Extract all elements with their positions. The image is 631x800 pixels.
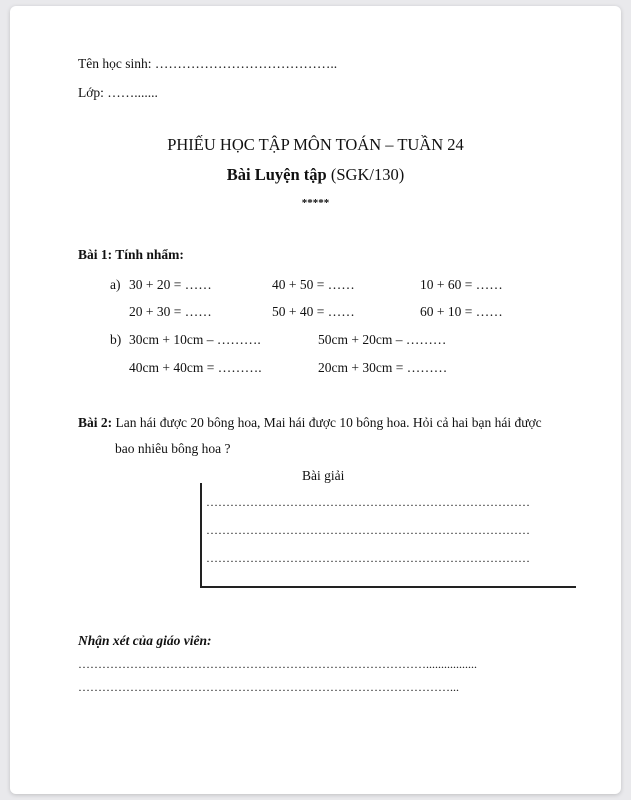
exercise1-b-item: 50cm + 20cm – ……… bbox=[318, 332, 447, 347]
part-a-label: a) bbox=[110, 277, 121, 292]
class-line: Lớp: ……....... bbox=[78, 85, 158, 100]
exercise1-b-item: 20cm + 30cm = ……… bbox=[318, 360, 448, 375]
student-name-line: Tên học sinh: ………………………………….. bbox=[78, 56, 338, 71]
solution-box-left-border bbox=[200, 483, 202, 587]
worksheet-title: PHIẾU HỌC TẬP MÔN TOÁN – TUẦN 24 bbox=[167, 135, 464, 154]
part-b-label: b) bbox=[110, 332, 122, 347]
exercise1-a-item: 60 + 10 = …… bbox=[420, 304, 503, 319]
exercise1-a-item: 50 + 40 = …… bbox=[272, 304, 355, 319]
answer-line: ……………………………………………………………………… bbox=[206, 495, 530, 509]
exercise1-a-item: 40 + 50 = …… bbox=[272, 277, 355, 292]
subtitle-bold: Bài Luyện tập bbox=[226, 165, 327, 184]
worksheet-subtitle bbox=[0, 167, 631, 184]
exercise2-heading: Bài 2: bbox=[78, 415, 113, 430]
teacher-comment-line: ……………………………………………………………………………................. bbox=[78, 657, 477, 671]
exercise1-b-item: 40cm + 40cm = ………. bbox=[129, 360, 262, 375]
exercise1-heading: Bài 1: Tính nhẩm: bbox=[78, 247, 184, 262]
exercise2-problem bbox=[78, 416, 542, 430]
answer-line: ……………………………………………………………………… bbox=[206, 551, 530, 565]
answer-line: ……………………………………………………………………… bbox=[206, 523, 530, 537]
title-stars: ***** bbox=[301, 197, 330, 209]
exercise1-a-item: 30 + 20 = …… bbox=[129, 277, 212, 292]
exercise2-line1: Lan hái được 20 bông hoa, Mai hái được 10 bông hoa. Hỏi cả hai bạn hái được bbox=[115, 415, 542, 430]
solution-box-bottom-border bbox=[200, 586, 576, 588]
exercise1-b-item: 30cm + 10cm – ………. bbox=[129, 332, 261, 347]
teacher-comment-line: …………………………………………………………………………………... bbox=[78, 680, 459, 694]
subtitle-rest: (SGK/130) bbox=[326, 165, 405, 184]
exercise2-line2: bao nhiêu bông hoa ? bbox=[115, 441, 231, 456]
exercise1-a-item: 10 + 60 = …… bbox=[420, 277, 503, 292]
worksheet-page bbox=[10, 6, 621, 794]
solution-label: Bài giải bbox=[302, 468, 345, 483]
teacher-comment-heading: Nhận xét của giáo viên: bbox=[78, 633, 212, 648]
exercise1-a-item: 20 + 30 = …… bbox=[129, 304, 212, 319]
